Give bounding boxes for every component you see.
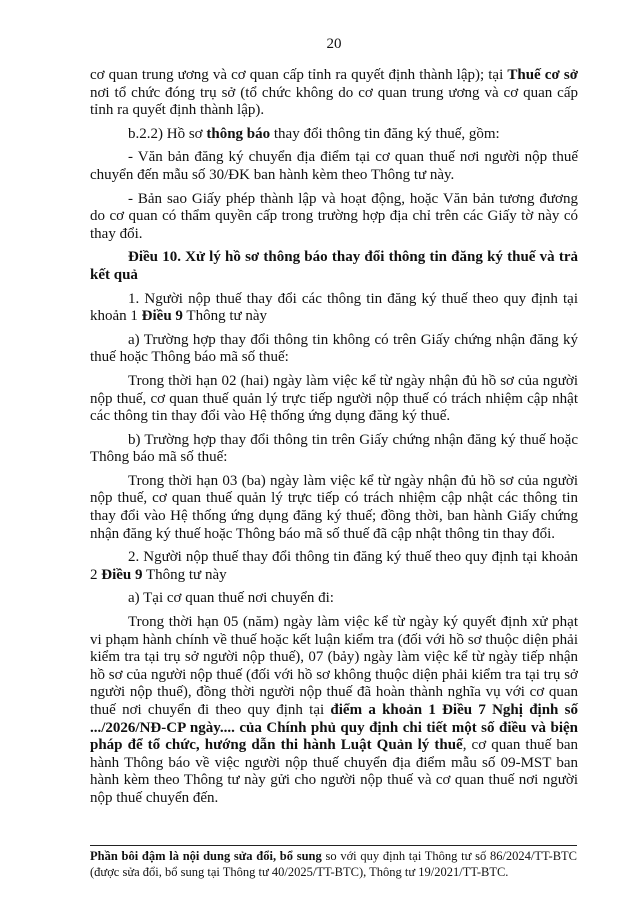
text-run: b.2.2) Hồ sơ (128, 125, 207, 142)
bold-text-run: Phần bôi đậm là nội dung sửa đổi, bổ sung (90, 849, 322, 863)
para-heading-dieu-10 (90, 249, 578, 284)
text-run: 2. Người nộp thuế thay đổi thông tin đăng ký thuế theo quy định tại khoản 2 (90, 549, 578, 583)
text-run: so với quy định tại Thông tư số 86/2024/TT-BTC (được sửa đổi, bổ sung tại Thông tư 40/2025/TT-BTC), Thông tư 19/2021/TT-BTC. (90, 849, 578, 879)
para-item-2 (90, 549, 578, 584)
para-item-1a (90, 332, 578, 367)
text-run: , cơ quan thuế ban hành Thông báo về việc người nộp thuế chuyển địa điểm mẫu số 09-MST ban hành kèm theo Thông tư này gửi cho người nộp thuế và cơ quan thuế nơi người nộp thuế chuyển đến. (90, 737, 578, 806)
text-run: 1. Người nộp thuế thay đổi các thông tin đăng ký thuế theo quy định tại khoản 1 (90, 290, 578, 325)
para-dash-1 (90, 149, 578, 184)
para-item-2a-body (90, 614, 578, 808)
para-continuation (90, 67, 578, 120)
text-run: - Bản sao Giấy phép thành lập và hoạt động, hoặc Văn bản tương đương do cơ quan có thẩm quyền cấp trong trường hợp địa chỉ trên các Giấy tờ này có thay đổi. (90, 190, 578, 242)
text-run: a) Trường hợp thay đổi thông tin không có trên Giấy chứng nhận đăng ký thuế hoặc Thông báo mã số thuế: (90, 331, 578, 366)
text-run: b) Trường hợp thay đổi thông tin trên Giấy chứng nhận đăng ký thuế hoặc Thông báo mã số thuế: (90, 431, 578, 466)
bold-text-run: Điều 10. Xử lý hồ sơ thông báo thay đổi thông tin đăng ký thuế và trả kết quả (90, 249, 578, 283)
text-run: Trong thời hạn 05 (năm) ngày làm việc kể từ ngày ký quyết định xử phạt vi phạm hành chính về thuế hoặc kết luận kiểm tra (đối với hồ sơ thuộc diện phải kiểm tra tại trụ sở người nộp thuế), 07 (bảy) ngày làm việc kể từ ngày tiếp nhận hồ sơ của người nộp thuế (đối với hồ sơ không thuộc diện phải kiểm tra tại trụ sở người nộp thuế), đồng thời người nộp thuế đã hoàn thành nghĩa vụ với cơ quan thuế nơi chuyển đi theo quy định tại (90, 614, 578, 718)
text-run: Trong thời hạn 03 (ba) ngày làm việc kể từ ngày nhận đủ hồ sơ của người nộp thuế, cơ quan thuế quản lý trực tiếp có trách nhiệm cập nhật các thông tin thay đổi vào Hệ thống ứng dụng đăng ký thuế; đồng thời, ban hành Giấy chứng nhận đăng ký thuế hoặc Thông báo mã số thuế đã cập nhật thông tin thay đổi. (90, 472, 578, 542)
bold-text-run: Điều 9 (141, 308, 183, 325)
text-run: Trong thời hạn 02 (hai) ngày làm việc kể từ ngày nhận đủ hồ sơ của người nộp thuế, cơ quan thuế quản lý trực tiếp người nộp thuế có trách nhiệm cập nhật các thông tin thay đổi vào Hệ thống ứng dụng đăng ký thuế. (90, 372, 578, 425)
bold-text-run: thông báo (206, 125, 271, 142)
para-item-1b-body (90, 473, 578, 543)
page-content (90, 36, 578, 814)
text-run: cơ quan trung ương và cơ quan cấp tỉnh ra quyết định thành lập); tại (90, 67, 508, 83)
para-item-1b (90, 432, 578, 467)
page-number: 20 (326, 36, 342, 52)
para-b22 (90, 126, 578, 144)
para-item-2a (90, 590, 578, 608)
para-dash-2 (90, 191, 578, 244)
bold-text-run: điểm a khoản 1 Điều 7 Nghị định số .../2026/NĐ-CP ngày.... của Chính phủ quy định chi tiết một số điều và biện pháp để tổ chức, hướng dẫn thi hành Luật Quản lý thuế (90, 702, 578, 754)
document-body (90, 67, 578, 808)
para-item-1a-body (90, 373, 578, 426)
bold-text-run: Điều 9 (101, 566, 143, 583)
para-item-1 (90, 291, 578, 326)
footnote (90, 849, 577, 880)
text-run: Thông tư này (142, 566, 227, 583)
text-run: Thông tư này (182, 308, 268, 325)
text-run: thay đổi thông tin đăng ký thuế, gồm: (270, 125, 500, 142)
text-run: nơi tổ chức đóng trụ sở (tổ chức không do cơ quan trung ương và cơ quan cấp tỉnh ra quyết định thành lập). (90, 84, 578, 119)
text-run: a) Tại cơ quan thuế nơi chuyển đi: (128, 590, 334, 607)
bold-text-run: Thuế cơ sở (507, 67, 578, 83)
text-run: - Văn bản đăng ký chuyển địa điểm tại cơ quan thuế nơi người nộp thuế chuyển đến mẫu số 30/ĐK ban hành kèm theo Thông tư này. (90, 149, 578, 183)
footnote-separator-line (90, 845, 577, 846)
